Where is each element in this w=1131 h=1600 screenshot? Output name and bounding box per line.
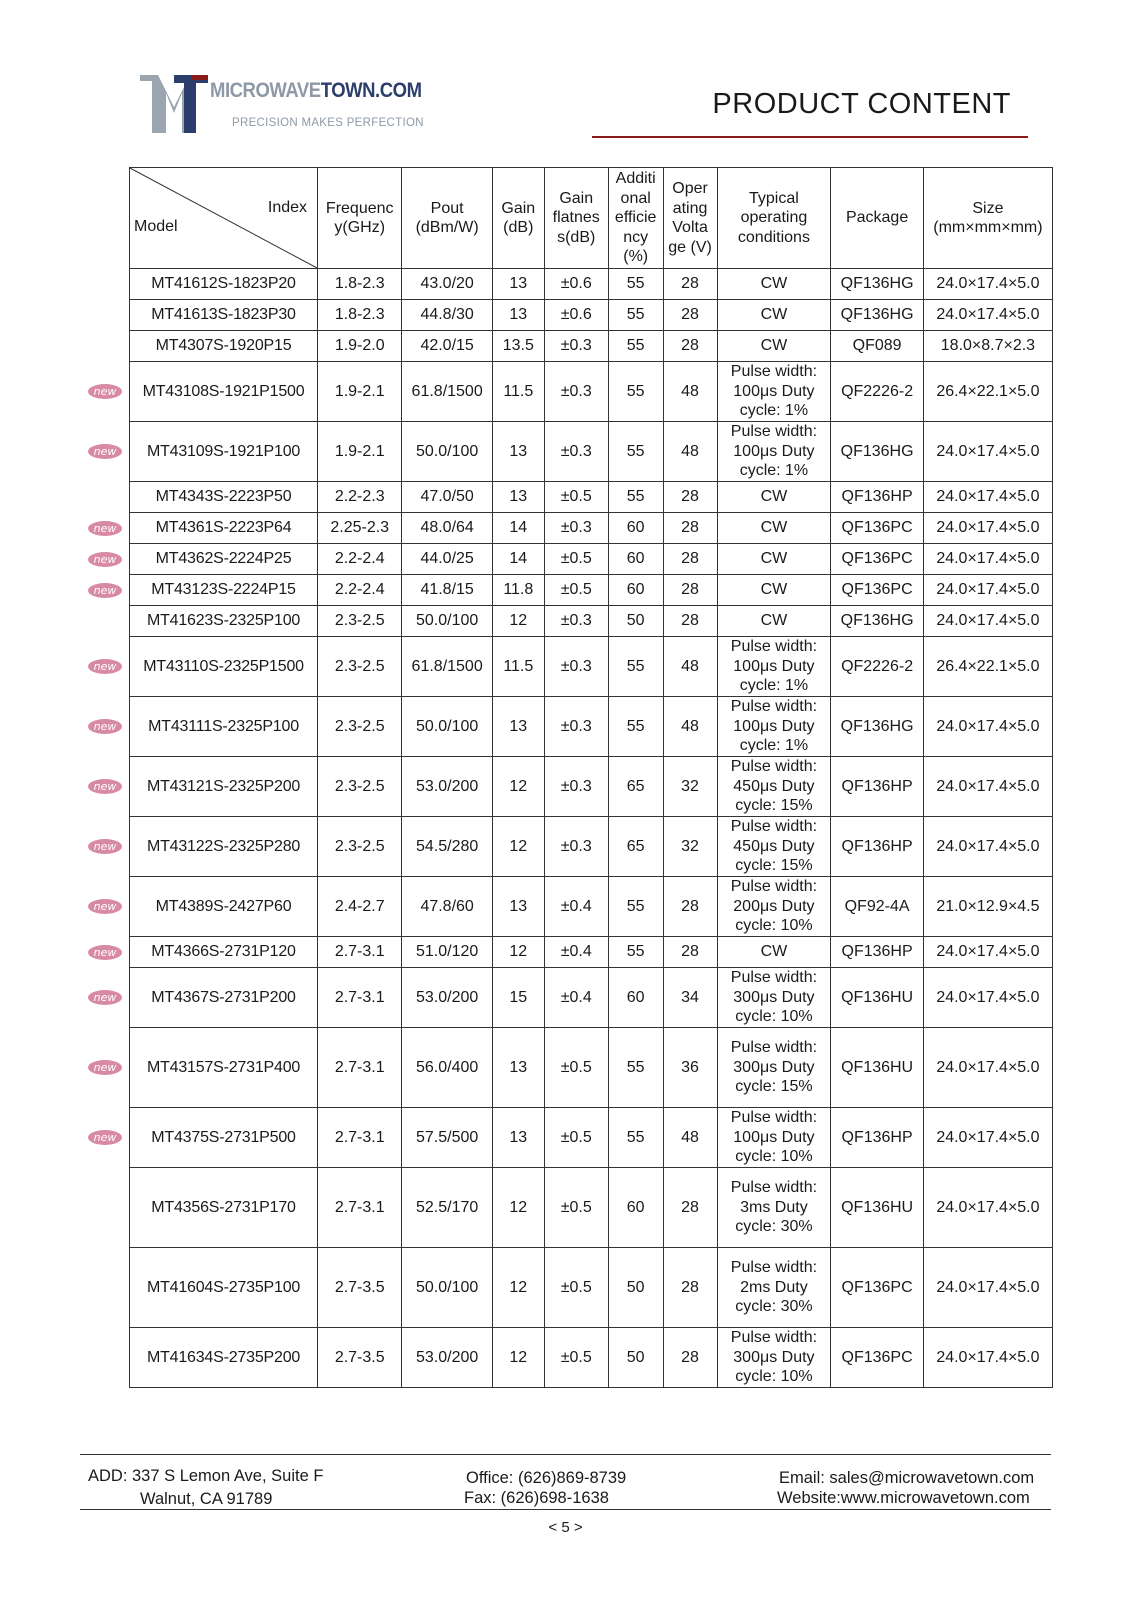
flatness-cell: ±0.4 [544,877,608,937]
frequency-cell: 2.7-3.1 [318,1028,402,1108]
voltage-cell: 28 [663,269,717,300]
size-cell: 24.0×17.4×5.0 [923,1248,1052,1328]
gain-cell: 12 [492,817,544,877]
gain-cell: 14 [492,513,544,544]
voltage-cell: 28 [663,482,717,513]
frequency-cell: 2.7-3.1 [318,1108,402,1168]
model-cell: MT4362S-2224P25 [130,544,318,575]
frequency-cell: 2.4-2.7 [318,877,402,937]
pout-cell: 50.0/100 [402,606,492,637]
conditions-cell: Pulse width: 200μs Duty cycle: 10% [717,877,831,937]
pout-cell: 48.0/64 [402,513,492,544]
frequency-cell: 1.9-2.0 [318,331,402,362]
corner-index-label: Index [267,199,308,216]
conditions-cell: Pulse width: 100μs Duty cycle: 1% [717,362,831,422]
header-size: Size (mm×mm×mm) [923,168,1052,269]
package-cell: QF136PC [831,513,924,544]
new-badge: new [88,659,122,674]
flatness-cell: ±0.3 [544,331,608,362]
flatness-cell: ±0.5 [544,544,608,575]
table-row [130,513,1053,544]
corner-header-cell [130,168,318,269]
conditions-cell: Pulse width: 2ms Duty cycle: 30% [717,1248,831,1328]
voltage-cell: 28 [663,513,717,544]
pout-cell: 42.0/15 [402,331,492,362]
gain-cell: 12 [492,757,544,817]
efficiency-cell: 50 [608,606,663,637]
footer-website: Website:www.microwavetown.com [777,1489,1030,1507]
flatness-cell: ±0.4 [544,937,608,968]
pout-cell: 50.0/100 [402,1248,492,1328]
size-cell: 24.0×17.4×5.0 [923,697,1052,757]
voltage-cell: 28 [663,606,717,637]
frequency-cell: 2.2-2.4 [318,575,402,606]
model-cell: MT4389S-2427P60 [130,877,318,937]
gain-cell: 13 [492,300,544,331]
gain-cell: 13 [492,877,544,937]
flatness-cell: ±0.5 [544,1328,608,1388]
company-logo [138,73,438,135]
conditions-cell: CW [717,544,831,575]
table-row [130,544,1053,575]
frequency-cell: 2.7-3.5 [318,1248,402,1328]
header-efficiency: Additi onal efficie ncy (%) [608,168,663,269]
footer-fax: Fax: (626)698-1638 [464,1489,609,1507]
efficiency-cell: 55 [608,300,663,331]
conditions-cell: Pulse width: 450μs Duty cycle: 15% [717,817,831,877]
table-row [130,757,1053,817]
package-cell: QF136HP [831,757,924,817]
package-cell: QF136HG [831,269,924,300]
new-badge: new [88,719,122,734]
model-cell: MT43121S-2325P200 [130,757,318,817]
model-cell: MT43110S-2325P1500 [130,637,318,697]
frequency-cell: 2.3-2.5 [318,637,402,697]
efficiency-cell: 60 [608,513,663,544]
table-header-row [130,168,1053,269]
pout-cell: 53.0/200 [402,968,492,1028]
frequency-cell: 2.7-3.1 [318,968,402,1028]
voltage-cell: 28 [663,1328,717,1388]
voltage-cell: 48 [663,1108,717,1168]
efficiency-cell: 55 [608,331,663,362]
header-pout: Pout (dBm/W) [402,168,492,269]
size-cell: 24.0×17.4×5.0 [923,575,1052,606]
size-cell: 26.4×22.1×5.0 [923,362,1052,422]
conditions-cell: CW [717,937,831,968]
logo-wordmark-part-2: TOWN.COM [320,79,422,102]
voltage-cell: 28 [663,1168,717,1248]
conditions-cell: CW [717,575,831,606]
page-title: PRODUCT CONTENT [712,88,1011,120]
conditions-cell: Pulse width: 300μs Duty cycle: 10% [717,968,831,1028]
conditions-cell: Pulse width: 3ms Duty cycle: 30% [717,1168,831,1248]
footer-top-rule [80,1454,1051,1455]
size-cell: 24.0×17.4×5.0 [923,817,1052,877]
gain-cell: 14 [492,544,544,575]
table-row [130,422,1053,482]
size-cell: 24.0×17.4×5.0 [923,937,1052,968]
efficiency-cell: 50 [608,1248,663,1328]
size-cell: 21.0×12.9×4.5 [923,877,1052,937]
page-number: < 5 > [548,1519,583,1536]
efficiency-cell: 55 [608,1108,663,1168]
size-cell: 24.0×17.4×5.0 [923,482,1052,513]
model-cell: MT43111S-2325P100 [130,697,318,757]
model-cell: MT43157S-2731P400 [130,1028,318,1108]
size-cell: 24.0×17.4×5.0 [923,300,1052,331]
footer-address-line-1: ADD: 337 S Lemon Ave, Suite F [88,1467,324,1485]
logo-wordmark-part-1: MICROWAVE [210,79,321,102]
frequency-cell: 2.3-2.5 [318,817,402,877]
frequency-cell: 1.9-2.1 [318,422,402,482]
package-cell: QF136PC [831,544,924,575]
gain-cell: 13 [492,697,544,757]
voltage-cell: 48 [663,422,717,482]
table-row [130,606,1053,637]
model-cell: MT43122S-2325P280 [130,817,318,877]
conditions-cell: CW [717,513,831,544]
package-cell: QF136HU [831,1168,924,1248]
voltage-cell: 48 [663,637,717,697]
gain-cell: 13.5 [492,331,544,362]
flatness-cell: ±0.6 [544,300,608,331]
package-cell: QF136HP [831,482,924,513]
pout-cell: 57.5/500 [402,1108,492,1168]
flatness-cell: ±0.5 [544,1248,608,1328]
table-row [130,637,1053,697]
new-badge: new [88,552,122,567]
package-cell: QF2226-2 [831,362,924,422]
header-gain-flatness: Gain flatnes s(dB) [544,168,608,269]
table-row [130,968,1053,1028]
mt-logo-mark [138,73,210,135]
model-cell: MT4367S-2731P200 [130,968,318,1028]
efficiency-cell: 55 [608,422,663,482]
conditions-cell: Pulse width: 100μs Duty cycle: 1% [717,637,831,697]
flatness-cell: ±0.5 [544,1028,608,1108]
pout-cell: 51.0/120 [402,937,492,968]
efficiency-cell: 60 [608,575,663,606]
new-badge: new [88,945,122,960]
voltage-cell: 28 [663,877,717,937]
conditions-cell: Pulse width: 100μs Duty cycle: 10% [717,1108,831,1168]
pout-cell: 44.8/30 [402,300,492,331]
model-cell: MT4307S-1920P15 [130,331,318,362]
new-badge: new [88,779,122,794]
logo-wordmark [210,79,422,103]
pout-cell: 53.0/200 [402,757,492,817]
flatness-cell: ±0.3 [544,606,608,637]
gain-cell: 12 [492,1168,544,1248]
flatness-cell: ±0.3 [544,513,608,544]
flatness-cell: ±0.6 [544,269,608,300]
frequency-cell: 1.9-2.1 [318,362,402,422]
efficiency-cell: 55 [608,482,663,513]
gain-cell: 12 [492,937,544,968]
table-row [130,697,1053,757]
frequency-cell: 2.3-2.5 [318,606,402,637]
conditions-cell: Pulse width: 300μs Duty cycle: 10% [717,1328,831,1388]
new-badge: new [88,990,122,1005]
gain-cell: 11.5 [492,362,544,422]
model-cell: MT41613S-1823P30 [130,300,318,331]
new-badge: new [88,444,122,459]
header-frequency: Frequenc y(GHz) [318,168,402,269]
flatness-cell: ±0.4 [544,968,608,1028]
efficiency-cell: 65 [608,817,663,877]
efficiency-cell: 60 [608,968,663,1028]
pout-cell: 50.0/100 [402,697,492,757]
package-cell: QF136HG [831,300,924,331]
pout-cell: 52.5/170 [402,1168,492,1248]
package-cell: QF136HG [831,422,924,482]
logo-tagline: PRECISION MAKES PERFECTION [232,117,424,129]
efficiency-cell: 55 [608,697,663,757]
voltage-cell: 32 [663,757,717,817]
size-cell: 24.0×17.4×5.0 [923,544,1052,575]
package-cell: QF136HU [831,968,924,1028]
package-cell: QF089 [831,331,924,362]
frequency-cell: 2.7-3.1 [318,937,402,968]
frequency-cell: 2.3-2.5 [318,697,402,757]
voltage-cell: 28 [663,544,717,575]
conditions-cell: CW [717,331,831,362]
table-row [130,937,1053,968]
flatness-cell: ±0.3 [544,362,608,422]
conditions-cell: Pulse width: 300μs Duty cycle: 15% [717,1028,831,1108]
size-cell: 24.0×17.4×5.0 [923,1328,1052,1388]
efficiency-cell: 55 [608,362,663,422]
package-cell: QF136HU [831,1028,924,1108]
model-cell: MT43123S-2224P15 [130,575,318,606]
gain-cell: 11.5 [492,637,544,697]
package-cell: QF136PC [831,1248,924,1328]
pout-cell: 61.8/1500 [402,362,492,422]
size-cell: 24.0×17.4×5.0 [923,757,1052,817]
size-cell: 24.0×17.4×5.0 [923,269,1052,300]
size-cell: 24.0×17.4×5.0 [923,1108,1052,1168]
package-cell: QF92-4A [831,877,924,937]
voltage-cell: 28 [663,575,717,606]
corner-model-label: Model [134,218,178,235]
voltage-cell: 28 [663,1248,717,1328]
efficiency-cell: 55 [608,937,663,968]
size-cell: 24.0×17.4×5.0 [923,513,1052,544]
package-cell: QF136HP [831,1108,924,1168]
frequency-cell: 2.25-2.3 [318,513,402,544]
voltage-cell: 48 [663,362,717,422]
table-row [130,575,1053,606]
gain-cell: 12 [492,606,544,637]
voltage-cell: 36 [663,1028,717,1108]
package-cell: QF136HG [831,606,924,637]
package-cell: QF136PC [831,1328,924,1388]
table-row [130,1168,1053,1248]
pout-cell: 50.0/100 [402,422,492,482]
header-conditions: Typical operating conditions [717,168,831,269]
gain-cell: 12 [492,1248,544,1328]
new-badge: new [88,899,122,914]
package-cell: QF136HP [831,937,924,968]
voltage-cell: 48 [663,697,717,757]
new-badge: new [88,583,122,598]
conditions-cell: Pulse width: 100μs Duty cycle: 1% [717,422,831,482]
size-cell: 26.4×22.1×5.0 [923,637,1052,697]
gain-cell: 13 [492,269,544,300]
flatness-cell: ±0.3 [544,637,608,697]
model-cell: MT43108S-1921P1500 [130,362,318,422]
footer-address-line-2: Walnut, CA 91789 [140,1490,273,1508]
model-cell: MT41623S-2325P100 [130,606,318,637]
size-cell: 24.0×17.4×5.0 [923,1168,1052,1248]
efficiency-cell: 55 [608,877,663,937]
table-row [130,1328,1053,1388]
frequency-cell: 2.7-3.1 [318,1168,402,1248]
frequency-cell: 2.3-2.5 [318,757,402,817]
voltage-cell: 28 [663,937,717,968]
efficiency-cell: 65 [608,757,663,817]
model-cell: MT4375S-2731P500 [130,1108,318,1168]
flatness-cell: ±0.5 [544,482,608,513]
gain-cell: 12 [492,1328,544,1388]
voltage-cell: 28 [663,300,717,331]
new-badge: new [88,839,122,854]
efficiency-cell: 55 [608,1028,663,1108]
model-cell: MT41612S-1823P20 [130,269,318,300]
gain-cell: 13 [492,422,544,482]
efficiency-cell: 55 [608,269,663,300]
table-body [130,269,1053,1388]
header-voltage: Oper ating Volta ge (V) [663,168,717,269]
frequency-cell: 1.8-2.3 [318,300,402,331]
pout-cell: 54.5/280 [402,817,492,877]
model-cell: MT41634S-2735P200 [130,1328,318,1388]
model-cell: MT4356S-2731P170 [130,1168,318,1248]
pout-cell: 44.0/25 [402,544,492,575]
table-row [130,331,1053,362]
conditions-cell: CW [717,606,831,637]
new-badge: new [88,521,122,536]
pout-cell: 61.8/1500 [402,637,492,697]
model-cell: MT4343S-2223P50 [130,482,318,513]
efficiency-cell: 50 [608,1328,663,1388]
efficiency-cell: 55 [608,637,663,697]
pout-cell: 53.0/200 [402,1328,492,1388]
size-cell: 18.0×8.7×2.3 [923,331,1052,362]
size-cell: 24.0×17.4×5.0 [923,606,1052,637]
header-gain: Gain (dB) [492,168,544,269]
pout-cell: 43.0/20 [402,269,492,300]
new-badge: new [88,1060,122,1075]
conditions-cell: CW [717,482,831,513]
table-row [130,269,1053,300]
flatness-cell: ±0.5 [544,575,608,606]
flatness-cell: ±0.5 [544,1108,608,1168]
gain-cell: 13 [492,1108,544,1168]
model-cell: MT4361S-2223P64 [130,513,318,544]
package-cell: QF136HG [831,697,924,757]
flatness-cell: ±0.5 [544,1168,608,1248]
footer-email: Email: sales@microwavetown.com [779,1469,1035,1487]
gain-cell: 15 [492,968,544,1028]
frequency-cell: 2.2-2.4 [318,544,402,575]
gain-cell: 13 [492,1028,544,1108]
product-spec-table [129,167,1053,1388]
size-cell: 24.0×17.4×5.0 [923,422,1052,482]
pout-cell: 56.0/400 [402,1028,492,1108]
voltage-cell: 28 [663,331,717,362]
size-cell: 24.0×17.4×5.0 [923,1028,1052,1108]
frequency-cell: 1.8-2.3 [318,269,402,300]
gain-cell: 11.8 [492,575,544,606]
model-cell: MT4366S-2731P120 [130,937,318,968]
table-row [130,817,1053,877]
flatness-cell: ±0.3 [544,422,608,482]
table-row [130,877,1053,937]
conditions-cell: CW [717,269,831,300]
model-cell: MT43109S-1921P100 [130,422,318,482]
package-cell: QF136HP [831,817,924,877]
title-underline [592,136,1028,138]
header-package: Package [831,168,924,269]
conditions-cell: Pulse width: 450μs Duty cycle: 15% [717,757,831,817]
frequency-cell: 2.7-3.5 [318,1328,402,1388]
voltage-cell: 34 [663,968,717,1028]
table-row [130,300,1053,331]
flatness-cell: ±0.3 [544,757,608,817]
pout-cell: 47.0/50 [402,482,492,513]
pout-cell: 41.8/15 [402,575,492,606]
table-row [130,482,1053,513]
conditions-cell: Pulse width: 100μs Duty cycle: 1% [717,697,831,757]
footer-office-phone: Office: (626)869-8739 [466,1469,627,1487]
table-row [130,1248,1053,1328]
new-badge: new [88,1130,122,1145]
conditions-cell: CW [717,300,831,331]
efficiency-cell: 60 [608,1168,663,1248]
new-badge: new [88,384,122,399]
package-cell: QF2226-2 [831,637,924,697]
table-row [130,1028,1053,1108]
package-cell: QF136PC [831,575,924,606]
footer-bottom-rule [80,1509,1051,1510]
table-row [130,362,1053,422]
flatness-cell: ±0.3 [544,697,608,757]
model-cell: MT41604S-2735P100 [130,1248,318,1328]
flatness-cell: ±0.3 [544,817,608,877]
frequency-cell: 2.2-2.3 [318,482,402,513]
table-row [130,1108,1053,1168]
pout-cell: 47.8/60 [402,877,492,937]
efficiency-cell: 60 [608,544,663,575]
gain-cell: 13 [492,482,544,513]
size-cell: 24.0×17.4×5.0 [923,968,1052,1028]
voltage-cell: 32 [663,817,717,877]
